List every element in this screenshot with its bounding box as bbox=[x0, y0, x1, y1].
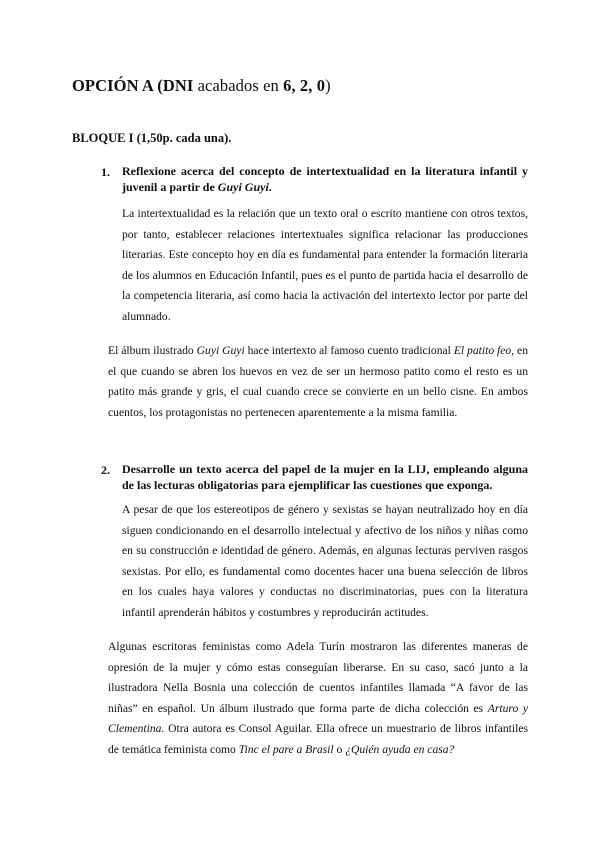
answer-2-paragraph-1: A pesar de que los estereotipos de género y sexistas se hayan neutralizado hoy en día siguen condicionando en el desarrollo intelectual y afectivo de los niños y niñas como en su construcción e identidad de género. Además, en algunas lecturas perviven rasgos sexistas. Por ello, es fundamental como docentes hacer una buena selección de libros en los cuales haya valores y conductas no discriminatorias, pues con la literatura infantil aprenderán hábitos y costumbres y reproducirán actitudes. bbox=[122, 503, 528, 619]
answer-2-p2-i1: Arturo y Clementina. bbox=[108, 701, 528, 736]
title-close: ) bbox=[325, 76, 331, 95]
question-2-number: 2. bbox=[101, 463, 110, 477]
answer-2-p2-s2: Otra autora es Consol Aguilar. Ella ofrece un muestrario de libros infantiles de temática feminista como bbox=[108, 722, 528, 756]
section-heading: BLOQUE I (1,50p. cada una). bbox=[72, 131, 232, 145]
answer-1-p2-i2: El patito feo bbox=[453, 344, 512, 357]
answer-1-paragraph-1: La intertextualidad es la relación que un texto oral o escrito mantiene con otros textos, por tanto, establecer relaciones intertextuales significa relacionar las producciones literarias. Este concepto hoy en día es fundamental para entender la formación literaria de los alumnos en Educación Infantil, pues es el punto de partida hacia el desarrollo de la competencia literaria, así como hacia la activación del intertexto lector por parte del alumnado. bbox=[122, 207, 528, 323]
answer-1-paragraph-2 bbox=[108, 341, 528, 423]
answer-1-p2-s3: , en el que cuando se abren los huevos en vez de ser un hermoso patito como el resto es un patito más grande y gris, el cual cuando crece se convierte en un bello cisne. En ambos cuentos, los protagonistas no pertenecen aparentemente a la misma familia. bbox=[108, 344, 528, 419]
question-1-text bbox=[122, 164, 528, 195]
page-title bbox=[72, 76, 331, 96]
answer-2-paragraph-2 bbox=[108, 637, 528, 761]
title-option: OPCIÓN A (DNI bbox=[72, 76, 198, 95]
answer-1-p2-i1: Guyi Guyi bbox=[196, 344, 245, 357]
question-1-text-before: Reflexione acerca del concepto de intertextualidad en la literatura infantil y juvenil a partir de bbox=[122, 164, 528, 194]
question-2-text: Desarrolle un texto acerca del papel de la mujer en la LIJ, empleando alguna de las lecturas obligatorias para ejemplificar las cuestiones que exponga. bbox=[122, 462, 528, 492]
answer-2-p2-s3: o bbox=[333, 742, 346, 756]
answer-2-p2-s1: Algunas escritoras feministas como Adela Turín mostraron las diferentes maneras de opresión de la mujer y cómo estas conseguían liberarse. En su caso, sacó junto a la ilustradora Nella Bosnia una colección de cuentos infantiles llamada “A favor de las niñas” en español. Un álbum ilustrado que forma parte de dicha colección es bbox=[108, 640, 528, 715]
question-1-text-italic: Guyi Guyi bbox=[217, 179, 269, 194]
answer-1-p2-s1: El álbum ilustrado bbox=[108, 344, 197, 357]
answer-1-p2-s2: hace intertexto al famoso cuento tradicional bbox=[244, 344, 454, 357]
question-1-number: 1. bbox=[101, 165, 110, 179]
answer-2-p2-i3: ¿Quién ayuda en casa? bbox=[345, 742, 455, 756]
answer-2-p2-i2: Tinc el pare a Brasil bbox=[238, 742, 334, 756]
title-finished: acabados en bbox=[197, 76, 284, 95]
title-digits: 6, 2, 0 bbox=[283, 76, 326, 95]
question-1-text-after: . bbox=[268, 179, 272, 194]
